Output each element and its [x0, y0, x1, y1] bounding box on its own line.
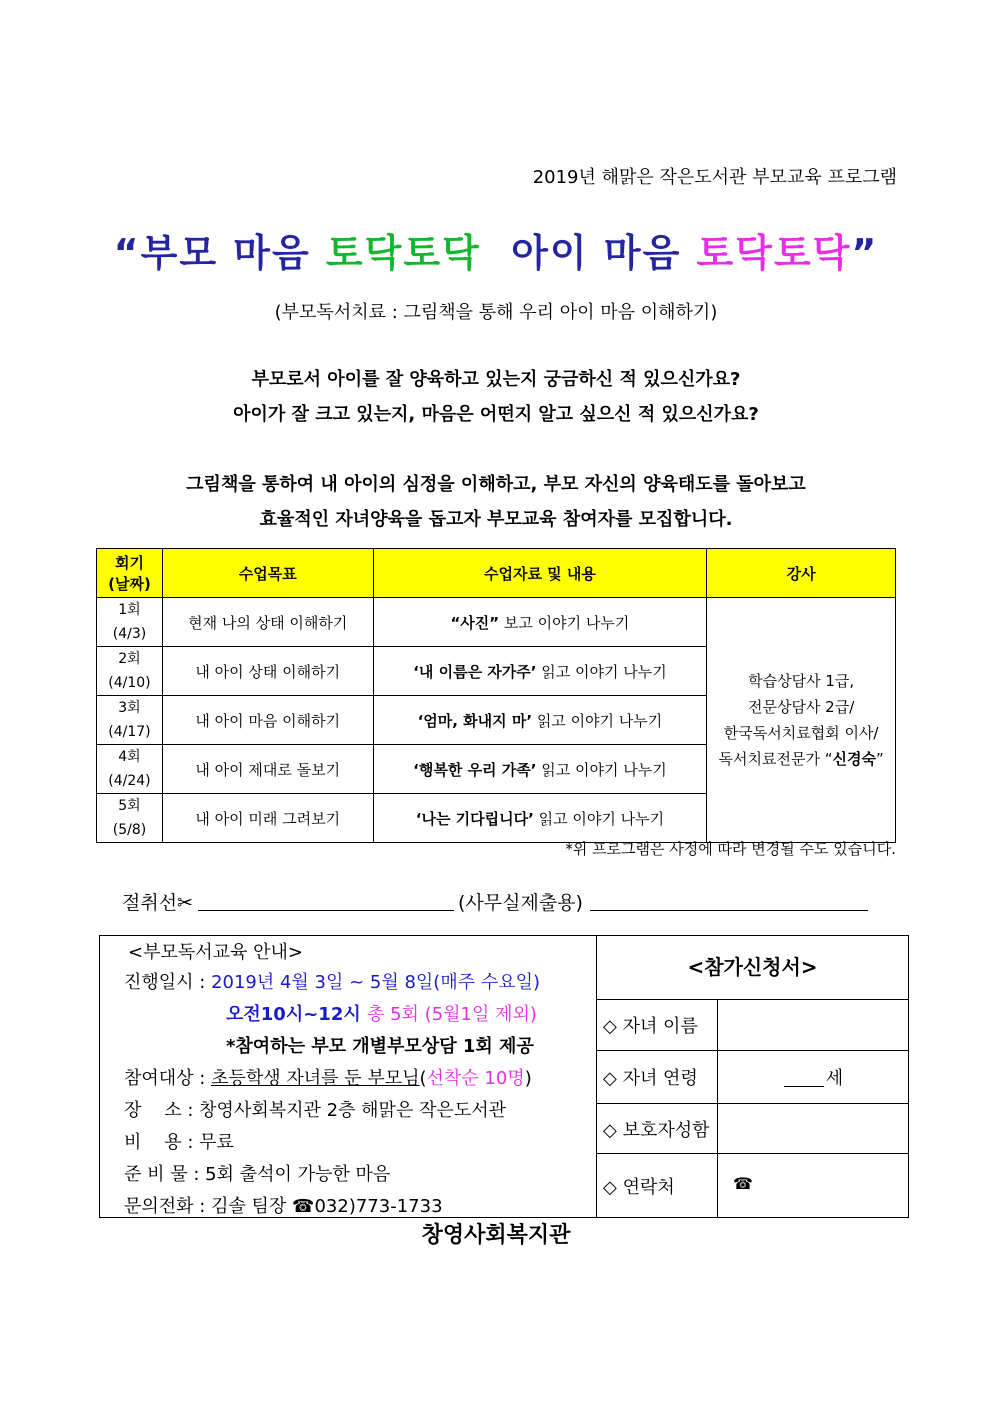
goal-cell: 내 아이 제대로 돌보기 — [162, 745, 373, 794]
content-cell: ‘엄마, 화내지 마’ 읽고 이야기 나누기 — [373, 696, 707, 745]
info-heading: <부모독서교육 안내> — [128, 942, 303, 963]
header-goal: 수업목표 — [162, 549, 373, 598]
header-content: 수업자료 및 내용 — [373, 549, 707, 598]
intro-line-2: 아이가 잘 크고 있는지, 마음은 어떤지 알고 싶으신 적 있으신가요? — [233, 404, 759, 425]
header-round: 회기 (날짜) — [97, 549, 163, 598]
content-cell: ‘행복한 우리 가족’ 읽고 이야기 나누기 — [373, 745, 707, 794]
info-contact: 문의전화 : 김솔 팀장 ☎032)773-1733 — [124, 1196, 443, 1217]
info-panel — [100, 936, 597, 1217]
subtitle: (부모독서치료 : 그림책을 통해 우리 아이 마음 이해하기) — [274, 302, 718, 323]
info-box — [99, 935, 909, 1218]
cut-line-left — [198, 910, 454, 911]
intro-line-4: 효율적인 자녀양육을 돕고자 부모교육 참여자를 모집합니다. — [259, 509, 733, 530]
guardian-field[interactable] — [719, 1104, 908, 1153]
guardian-row — [597, 1104, 908, 1154]
title-open-quote: “ — [113, 231, 141, 275]
intro-line-1: 부모로서 아이를 잘 양육하고 있는지 궁금하신 적 있으신가요? — [251, 369, 741, 390]
table-row — [97, 598, 896, 647]
contact-row — [597, 1154, 908, 1217]
title-part3: 아이 마음 — [480, 231, 697, 275]
round-cell: 5회 (5/8) — [97, 794, 163, 843]
round-cell: 4회 (4/24) — [97, 745, 163, 794]
info-date: 진행일시 : 2019년 4월 3일 ~ 5월 8일(매주 수요일) — [124, 972, 541, 993]
round-cell: 3회 (4/17) — [97, 696, 163, 745]
title-part2: 토닥토닥 — [325, 231, 481, 275]
schedule-header-row — [97, 549, 896, 598]
child-name-row — [597, 999, 908, 1051]
program-note: *위 프로그램은 사정에 따라 변경될 수도 있습니다. — [565, 840, 896, 858]
title-part4: 토닥토닥 — [696, 231, 852, 275]
schedule-table — [96, 548, 896, 843]
header-line: 2019년 해맑은 작은도서관 부모교육 프로그램 — [532, 167, 897, 188]
goal-cell: 내 아이 상태 이해하기 — [162, 647, 373, 696]
content-cell: ‘내 이름은 자가주’ 읽고 이야기 나누기 — [373, 647, 707, 696]
application-title: <참가신청서> — [597, 936, 908, 1000]
goal-cell: 내 아이 마음 이해하기 — [162, 696, 373, 745]
child-name-field[interactable] — [719, 999, 908, 1050]
info-consult: *참여하는 부모 개별부모상담 1회 제공 — [226, 1036, 534, 1057]
info-cost: 비 용 : 무료 — [124, 1132, 234, 1153]
child-age-label: ◇ 자녀 연령 — [597, 1051, 718, 1103]
title-part1: 부모 마음 — [140, 231, 326, 275]
info-place: 장 소 : 창영사회복지관 2층 해맑은 작은도서관 — [124, 1100, 506, 1121]
goal-cell: 현재 나의 상태 이해하기 — [162, 598, 373, 647]
content-cell: “사진” 보고 이야기 나누기 — [373, 598, 707, 647]
footer-org: 창영사회복지관 — [421, 1223, 571, 1248]
content-cell: ‘나는 기다립니다’ 읽고 이야기 나누기 — [373, 794, 707, 843]
round-cell: 1회 (4/3) — [97, 598, 163, 647]
contact-field[interactable] — [719, 1154, 908, 1217]
info-target: 참여대상 : 초등학생 자녀를 둔 부모님(선착순 10명) — [124, 1068, 532, 1089]
intro-line-3: 그림책을 통하여 내 아이의 심정을 이해하고, 부모 자신의 양육태도를 돌아보고 — [186, 474, 806, 495]
child-age-row — [597, 1051, 908, 1104]
guardian-label: ◇ 보호자성함 — [597, 1104, 718, 1153]
info-prep: 준 비 물 : 5회 출석이 가능한 마음 — [124, 1164, 391, 1185]
title-close-quote: ” — [851, 231, 879, 275]
cut-line-right — [590, 910, 868, 911]
phone-icon: ☎ — [733, 1174, 753, 1193]
child-name-label: ◇ 자녀 이름 — [597, 999, 718, 1050]
instructor-cell: 학습상담사 1급, 전문상담사 2급/ 한국독서치료협회 이사/ 독서치료전문가 “신경숙” — [707, 598, 896, 843]
cut-line-middle: (사무실제출용) — [458, 892, 583, 914]
header-instructor: 강사 — [707, 549, 896, 598]
info-time: 오전10시~12시 총 5회 (5월1일 제외) — [226, 1004, 537, 1025]
page-title — [0, 222, 992, 277]
goal-cell: 내 아이 미래 그려보기 — [162, 794, 373, 843]
round-cell: 2회 (4/10) — [97, 647, 163, 696]
contact-label: ◇ 연락처 — [597, 1154, 718, 1217]
child-age-field[interactable]: 세 — [719, 1051, 908, 1103]
cut-line-label: 절취선✂ — [122, 892, 193, 914]
